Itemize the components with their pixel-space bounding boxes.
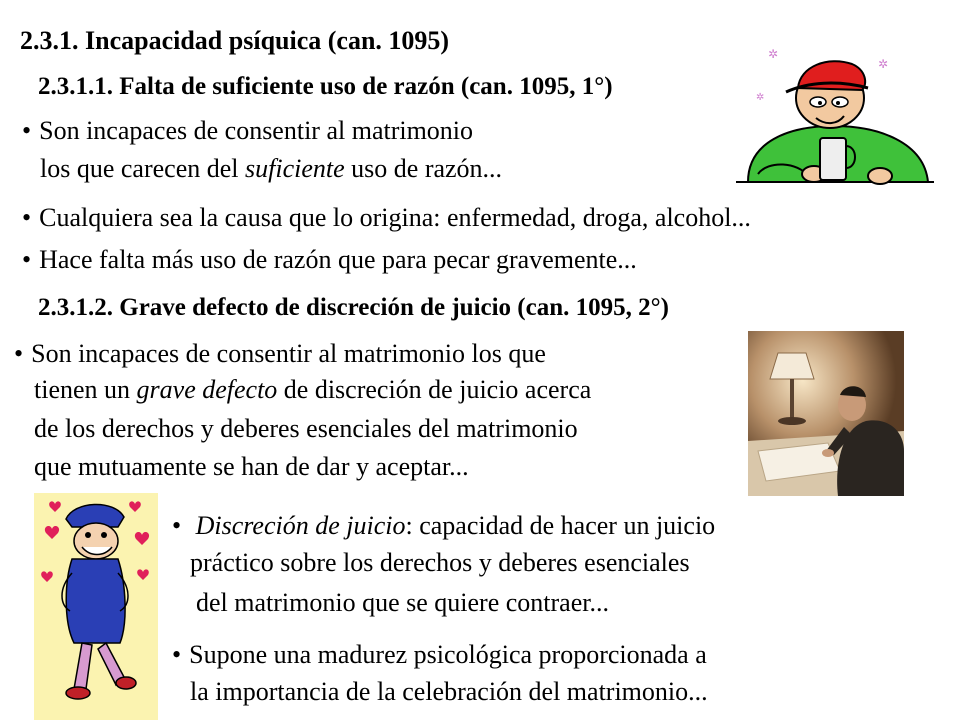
- emphasis-text: Discreción de juicio: [195, 511, 406, 540]
- sub1-bullet-2: • Cualquiera sea la causa que lo origina: enfermedad, droga, alcohol...: [22, 203, 751, 233]
- sub1-bullet-1-line1: • Son incapaces de consentir al matrimonio: [22, 116, 473, 146]
- svg-text:✲: ✲: [878, 57, 889, 71]
- emphasis-text: grave defecto: [136, 375, 278, 404]
- text-run: : capacidad de hacer un juicio: [405, 511, 716, 540]
- text-run: de discreción de juicio acerca: [277, 375, 592, 404]
- man-writing-at-desk-photo: [748, 331, 904, 496]
- text-run: los que carecen del: [40, 154, 246, 183]
- sub1-bullet-3: • Hace falta más uso de razón que para pecar gravemente...: [22, 245, 637, 275]
- section-title: 2.3.1. Incapacidad psíquica (can. 1095): [20, 26, 450, 55]
- sub1-bullet-1-line2: [40, 154, 502, 184]
- sub2-bullet-3-line2: la importancia de la celebración del matrimonio...: [190, 677, 708, 706]
- emphasis-text: suficiente: [245, 154, 345, 183]
- drunk-man-clipart: [728, 42, 942, 192]
- lovestruck-man-clipart: [34, 493, 158, 720]
- sub2-bullet-2-line2: práctico sobre los derechos y deberes esenciales: [190, 548, 690, 577]
- text-run: tienen un: [34, 375, 137, 404]
- sub2-bullet-2-line3: del matrimonio que se quiere contraer...: [196, 588, 609, 617]
- sub2-bullet-1-line3: de los derechos y deberes esenciales del matrimonio: [34, 414, 578, 443]
- text-run: uso de razón...: [344, 154, 503, 183]
- subsection-1-title: 2.3.1.1. Falta de suficiente uso de razón (can. 1095, 1°): [38, 73, 613, 100]
- sub2-bullet-1-line2: [34, 375, 591, 405]
- sub2-bullet-2-line1: [172, 511, 715, 541]
- sub2-bullet-1-line4: que mutuamente se han de dar y aceptar...: [34, 452, 469, 481]
- sub2-bullet-1-line1: • Son incapaces de consentir al matrimonio los que: [14, 339, 546, 369]
- svg-text:✲: ✲: [768, 47, 779, 61]
- subsection-2-title: 2.3.1.2. Grave defecto de discreción de juicio (can. 1095, 2°): [38, 294, 669, 321]
- svg-text:✲: ✲: [756, 92, 765, 103]
- sub2-bullet-3-line1: • Supone una madurez psicológica proporcionada a: [172, 640, 707, 670]
